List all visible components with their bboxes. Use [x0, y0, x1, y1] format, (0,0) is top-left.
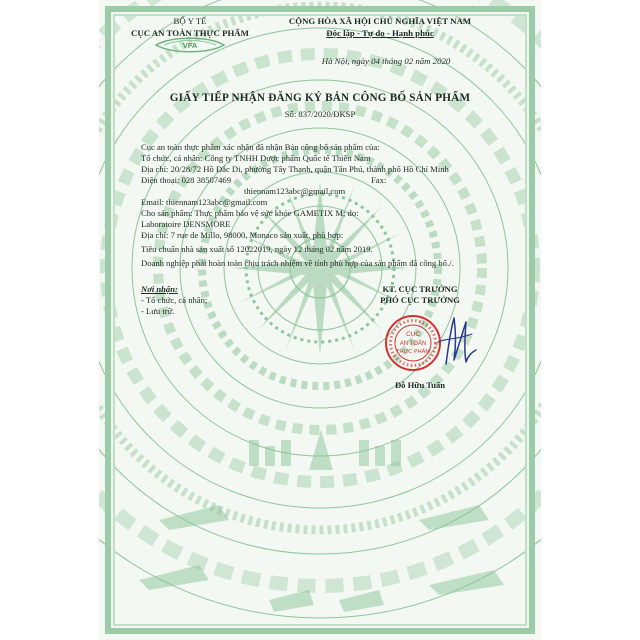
- issue-date: Hà Nội, ngày 04 tháng 02 năm 2020: [321, 56, 451, 66]
- email-handwritten: thiennam123abc@gmail.com: [244, 186, 346, 196]
- intro-text: Cục an toàn thực phẩm xác nhận đã nhận Bản công bố sản phẩm của:: [141, 142, 380, 152]
- vfa-logo-icon: [152, 34, 228, 56]
- document-title: GIẤY TIẾP NHẬN ĐĂNG KÝ BẢN CÔNG BỐ SẢN PHẨM: [169, 92, 471, 104]
- recipient-item: - Tổ chức, cá nhân;: [141, 295, 208, 305]
- seal-text: AN TOÀN: [399, 341, 427, 347]
- svg-text:VFA: VFA: [182, 41, 198, 50]
- manufacturer-address-line: Địa chỉ: 7 rue de Millo, 98000, Monaco sản xuất, phù hợp:: [141, 230, 344, 240]
- seal-text: CỤC: [405, 331, 421, 338]
- fax-line: Fax:: [371, 175, 387, 185]
- recipients-label: Nơi nhận:: [141, 284, 178, 294]
- document-number: Số: 837/2020/ĐKSP: [284, 109, 356, 119]
- standard-line: Tiêu chuẩn nhà sản xuất số 12022019, ngày 12 tháng 02 năm 2019.: [141, 244, 373, 254]
- recipient-item: - Lưu trữ.: [141, 306, 175, 316]
- manufacturer-line: Laboratoire DENSMORE: [141, 219, 231, 229]
- ministry-name: BỘ Y TẾ: [173, 16, 207, 26]
- signature-title-2: PHÓ CỤC TRƯỞNG: [380, 295, 460, 305]
- responsibility-line: Doanh nghiệp phải hoàn toàn chịu trách nhiệm về tính phù hợp của sản phẩm đã công bố./.: [141, 258, 454, 268]
- organization-line: Tổ chức, cá nhân: Công ty TNHH Dược phẩm Quốc tế Thiên Nam: [141, 153, 371, 163]
- agency-name: CỤC AN TOÀN THỰC PHẨM: [131, 28, 249, 38]
- handwritten-signature-icon: [432, 312, 478, 368]
- republic-name: CỘNG HÒA XÃ HỘI CHỦ NGHĨA VIỆT NAM: [288, 16, 472, 26]
- signer-name: Đỗ Hữu Tuấn: [394, 380, 446, 390]
- signature-title-1: KT. CỤC TRƯỞNG: [382, 284, 458, 294]
- address-line: Địa chỉ: 20/28/72 Hồ Đắc Di, phường Tây Thạnh, quận Tân Phú, thành phố Hồ Chí Minh: [141, 164, 449, 174]
- seal-text: THỰC PHẨM: [396, 349, 430, 355]
- document-page: [99, 0, 541, 640]
- product-line: Cho sản phẩm: Thực phẩm bảo vệ sức khỏe GAMETIX M; do:: [141, 208, 359, 218]
- phone-line: Điện thoại: 028 38507469: [141, 175, 231, 185]
- national-motto: Độc lập - Tự do - Hạnh phúc: [326, 28, 434, 38]
- email-line: Email: thiennam123abc@gmail.com: [141, 197, 268, 207]
- document-content: [99, 0, 541, 640]
